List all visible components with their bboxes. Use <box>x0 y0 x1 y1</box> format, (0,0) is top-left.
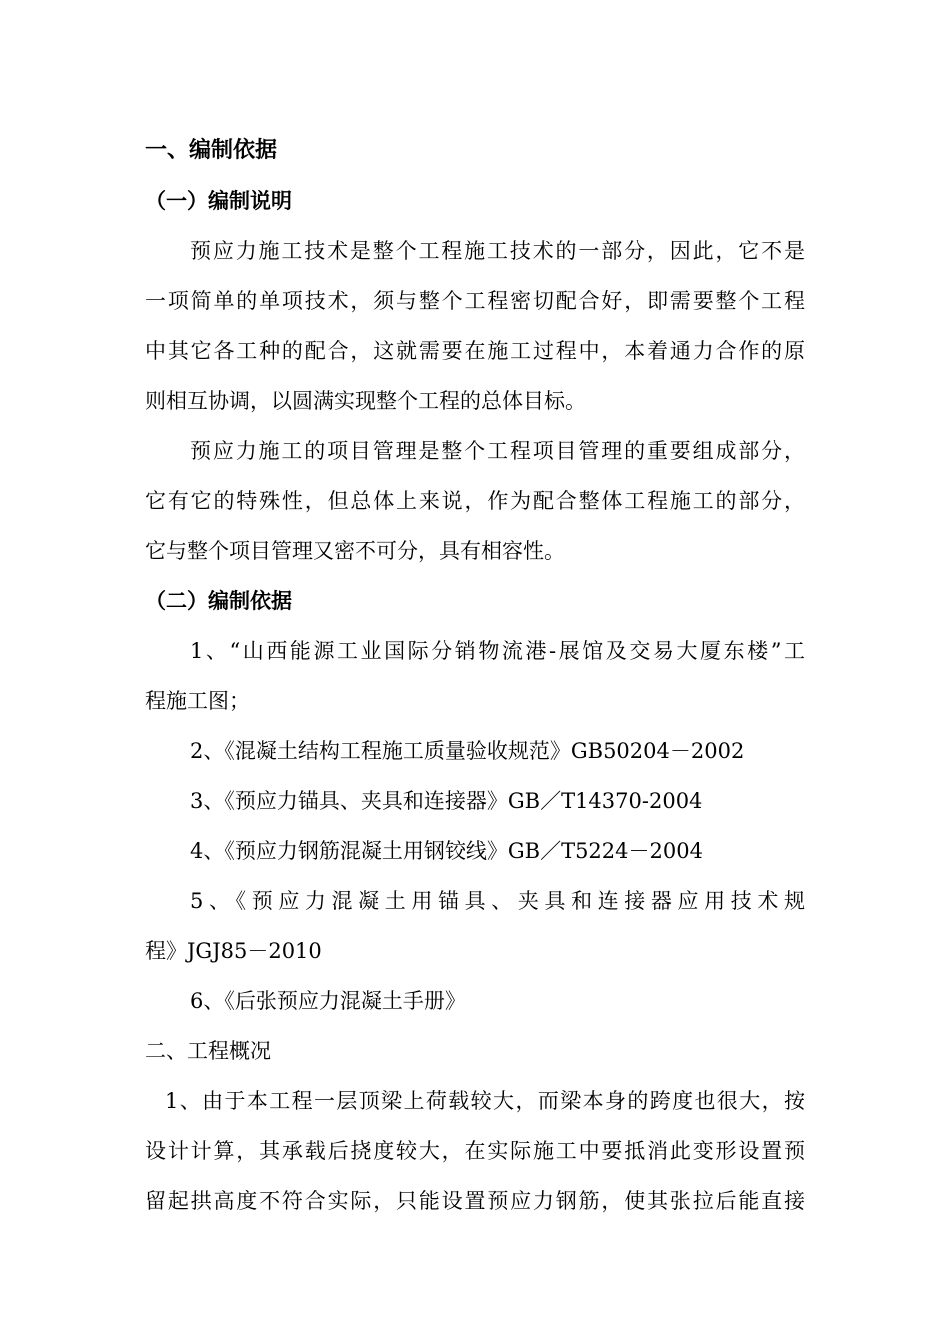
reference-item: 4、《预应力钢筋混凝土用钢铰线》GB／T5224－2004 <box>190 839 703 863</box>
section-heading: 一、编制依据 <box>145 138 278 163</box>
paragraph-line: 中其它各工种的配合，这就需要在施工过程中，本着通力合作的原 <box>145 339 805 363</box>
reference-item: 5、《预应力混凝土用锚具、夹具和连接器应用技术规 <box>190 889 805 913</box>
reference-item: 2、《混凝土结构工程施工质量验收规范》GB50204－2002 <box>190 739 745 763</box>
subsection-heading: （二）编制依据 <box>145 589 292 613</box>
paragraph-line: 则相互协调，以圆满实现整个工程的总体目标。 <box>145 389 586 413</box>
paragraph-line: 一项简单的单项技术，须与整个工程密切配合好，即需要整个工程 <box>145 289 805 313</box>
paragraph-line: 1、由于本工程一层顶梁上荷载较大，而梁本身的跨度也很大，按 <box>165 1089 805 1113</box>
reference-item: 3、《预应力锚具、夹具和连接器》GB／T14370-2004 <box>190 789 703 813</box>
paragraph-line: 它有它的特殊性，但总体上来说，作为配合整体工程施工的部分， <box>145 489 805 513</box>
subsection-heading: （一）编制说明 <box>145 189 292 213</box>
paragraph-line: 设计计算，其承载后挠度较大，在实际施工中要抵消此变形设置预 <box>145 1139 805 1163</box>
section-heading: 二、工程概况 <box>145 1039 271 1063</box>
reference-item: 6、《后张预应力混凝土手册》 <box>190 989 466 1013</box>
reference-item: 程》JGJ85－2010 <box>145 939 322 963</box>
reference-item: 程施工图； <box>145 689 250 713</box>
paragraph-line: 留起拱高度不符合实际，只能设置预应力钢筋，使其张拉后能直接 <box>145 1189 805 1213</box>
paragraph-line: 预应力施工技术是整个工程施工技术的一部分，因此，它不是 <box>190 239 805 263</box>
paragraph-line: 预应力施工的项目管理是整个工程项目管理的重要组成部分， <box>190 439 805 463</box>
paragraph-line: 它与整个项目管理又密不可分，具有相容性。 <box>145 539 565 563</box>
reference-item: 1、“山西能源工业国际分销物流港-展馆及交易大厦东楼”工 <box>190 639 805 663</box>
